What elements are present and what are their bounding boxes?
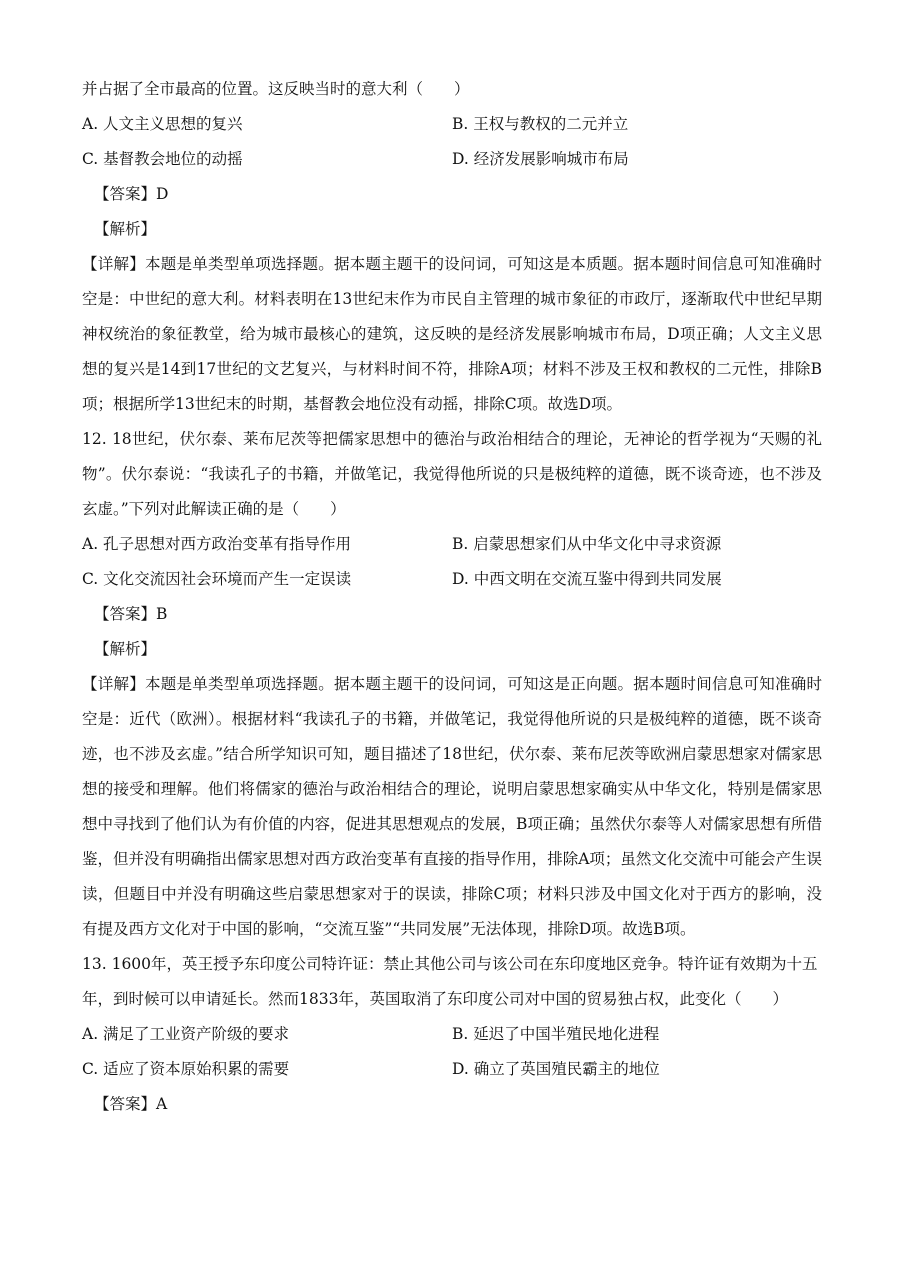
q11-option-b: B. 王权与教权的二元并立: [452, 115, 629, 133]
q13-options-row-2: [82, 1052, 822, 1087]
q12-option-b: B. 启蒙思想家们从中华文化中寻求资源: [452, 535, 722, 553]
q13-option-d: D. 确立了英国殖民霸主的地位: [452, 1060, 660, 1078]
q12-analysis-label: 【解析】: [94, 640, 157, 658]
q12-option-c: C. 文化交流因社会环境而产生一定误读: [82, 570, 352, 588]
q13-answer: 【答案】A: [94, 1095, 168, 1113]
q13-option-b: B. 延迟了中国半殖民地化进程: [452, 1025, 660, 1043]
q12-stem: 12. 18世纪，伏尔泰、莱布尼茨等把儒家思想中的德治与政治相结合的理论，无神论的哲学视为“天赐的礼物”。伏尔泰说：“我读孔子的书籍，并做笔记，我觉得他所说的只是极纯粹的道德，既不谈奇迹，也不涉及玄虚。”下列对此解读正确的是（ ）: [82, 430, 822, 518]
q13-options-row-1: [82, 1017, 822, 1052]
q13-stem-line-2: 年，到时候可以申请延长。然而1833年，英国取消了东印度公司对中国的贸易独占权，此变化（ ）: [82, 990, 788, 1008]
q12-option-a: A. 孔子思想对西方政治变革有指导作用: [82, 535, 352, 553]
q11-options-row-1: [82, 107, 822, 142]
q13-option-c: C. 适应了资本原始积累的需要: [82, 1060, 290, 1078]
q11-options-row-2: [82, 142, 822, 177]
q12-options-row-2: [82, 562, 822, 597]
q12-answer: 【答案】B: [94, 605, 168, 623]
q11-option-a: A. 人文主义思想的复兴: [82, 115, 243, 133]
q11-detail: 【详解】本题是单类型单项选择题。据本题主题干的设问词，可知这是本质题。据本题时间信息可知准确时空是：中世纪的意大利。材料表明在13世纪末作为市民自主管理的城市象征的市政厅，逐渐取代中世纪早期神权统治的象征教堂，给为城市最核心的建筑，这反映的是经济发展影响城市布局，D项正确；人文主义思想的复兴是14到17世纪的文艺复兴，与材料时间不符，排除A项；材料不涉及王权和教权的二元性，排除B项；根据所学13世纪末的时期，基督教会地位没有动摇，排除C项。故选D项。: [82, 255, 822, 413]
q13-option-a: A. 满足了工业资产阶级的要求: [82, 1025, 290, 1043]
q11-stem-tail: 并占据了全市最高的位置。这反映当时的意大利（ ）: [82, 80, 470, 98]
q11-answer: 【答案】D: [94, 185, 169, 203]
q12-detail: 【详解】本题是单类型单项选择题。据本题主题干的设问词，可知这是正向题。据本题时间信息可知准确时空是：近代（欧洲）。根据材料“我读孔子的书籍，并做笔记，我觉得他所说的只是极纯粹的道德，既不谈奇迹，也不涉及玄虚。”结合所学知识可知，题目描述了18世纪，伏尔泰、莱布尼茨等欧洲启蒙思想家对儒家思想的接受和理解。他们将儒家的德治与政治相结合的理论，说明启蒙思想家确实从中华文化，特别是儒家思想中寻找到了他们认为有价值的内容，促进其思想观点的发展，B项正确；虽然伏尔泰等人对儒家思想有所借鉴，但并没有明确指出儒家思想对西方政治变革有直接的指导作用，排除A项；虽然文化交流中可能会产生误读，但题目中并没有明确这些启蒙思想家对于的误读，排除C项；材料只涉及中国文化对于西方的影响，没有提及西方文化对于中国的影响，“交流互鉴”“共同发展”无法体现，排除D项。故选B项。: [82, 675, 822, 938]
q11-analysis-label: 【解析】: [94, 220, 157, 238]
q11-option-c: C. 基督教会地位的动摇: [82, 150, 243, 168]
document-page: [82, 72, 822, 1122]
q12-option-d: D. 中西文明在交流互鉴中得到共同发展: [452, 570, 722, 588]
q12-options-row-1: [82, 527, 822, 562]
q11-option-d: D. 经济发展影响城市布局: [452, 150, 629, 168]
q13-stem-line-1: 13. 1600年，英王授予东印度公司特许证：禁止其他公司与该公司在东印度地区竞争。特许证有效期为十五: [82, 955, 818, 973]
